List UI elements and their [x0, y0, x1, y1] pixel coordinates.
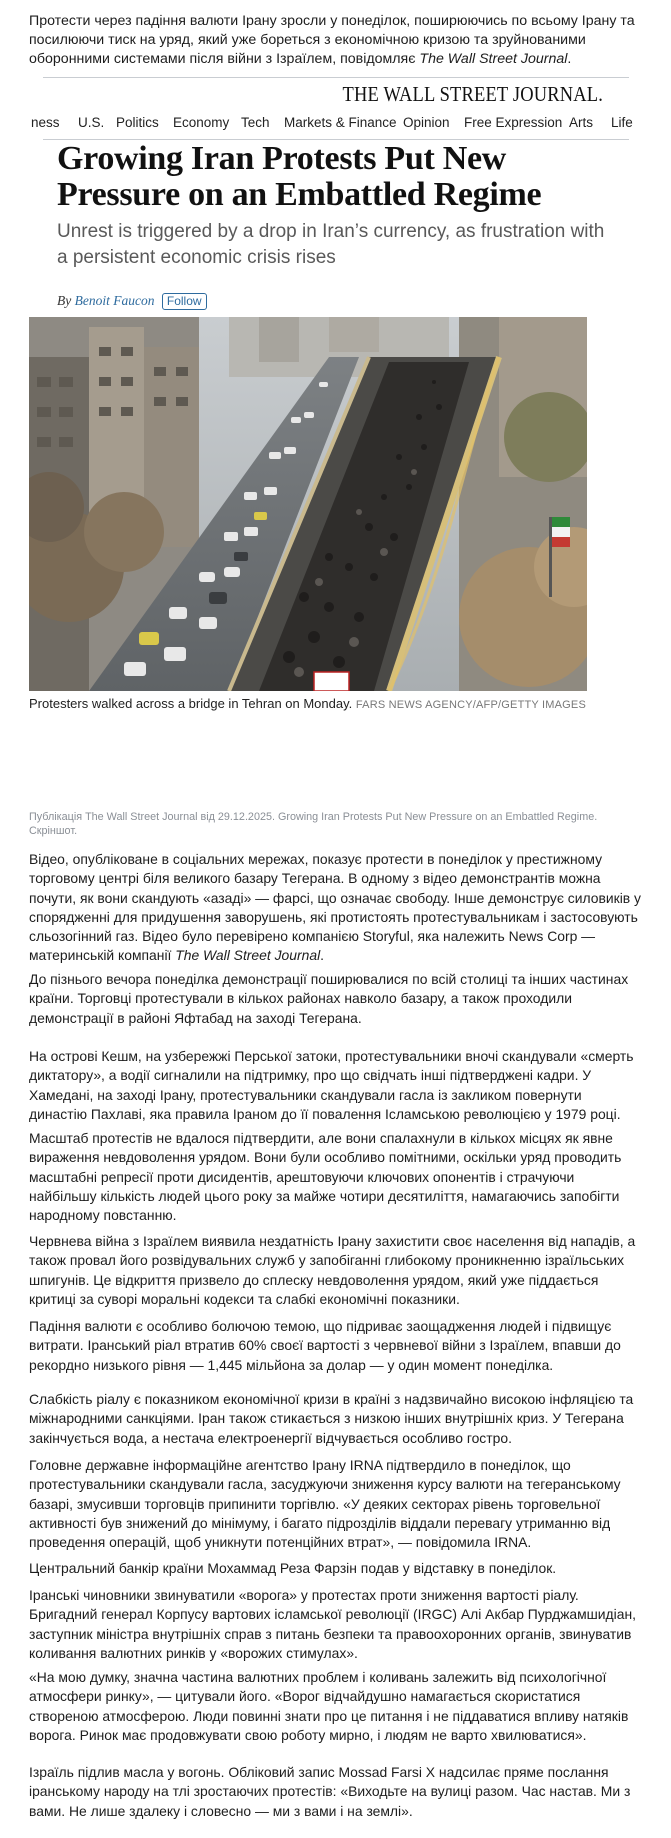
body-paragraph-6: Падіння валюти є особливо болючою темою, що підриває заощадження людей і підвищує витрати. Іранський ріал втратив 60% своєї вартості з червневої війни з Ізраїлем, впавши до рекордно низького рівня — 1,445 мільйона за долар — у один момент понеділка.	[29, 1318, 621, 1373]
nav-item-markets-finance[interactable]: Markets & Finance	[284, 115, 397, 130]
caption-text: Protesters walked across a bridge in Tehran on Monday.	[29, 696, 353, 711]
body-paragraph-12: Ізраїль підлив масла у вогонь. Обліковий запис Mossad Farsi X надсилає пряме послання іранському народу на тлі зростаючих протестів: «Виходьте на вулиці разом. Час настав. Ми з вами. Не лише здалеку і словесно — ми з вами і на землі».	[29, 1764, 631, 1819]
photo-credit: FARS NEWS AGENCY/AFP/GETTY IMAGES	[355, 699, 586, 711]
masthead-top-rule	[43, 77, 629, 78]
body-paragraph-4: Масштаб протестів не вдалося підтвердити, але вони спалахнули в кількох місцях як явне вираження невдоволення урядом. Вони були особливо помітними, оскільки уряд проводить масштабні репресії проти дисидентів, арештовуючи ключових опонентів і страчуючи найбільшу кількість людей цього року за майже чотири десятиліття, намагаючись запобігти народному повстанню.	[29, 1130, 622, 1224]
body-paragraph-8: Головне державне інформаційне агентство Ірану IRNA підтвердило в понеділок, що протестувальники скандували гасла, засуджуючи зниження курсу валюти на тегеранському базарі, змусивши торговців припинити торгівлю. «У деяких секторах рівень торговельної активності був знижений до мінімуму, і багато підрозділів віддали перевагу утриманню від проведення операцій, щоб уникнути потенційних втрат», — повідомила IRNA.	[29, 1457, 621, 1551]
article-dek: Unrest is triggered by a drop in Iran’s currency, as frustration with a persistent economic crisis rises	[57, 221, 605, 268]
intro-source: The Wall Street Journal	[419, 51, 568, 67]
body-paragraph-11: «На мою думку, значна частина валютних проблем і коливань залежить від психологічної атмосфери ринку», — цитували його. «Ворог відчайдушно намагається скористатися створеною атмосферою. Люди повинні знати про це питання і не піддаватися впливу натяків ворога. Ринок має продовжувати свою роботу мирно, і людям не варто хвилюватися».	[29, 1669, 629, 1743]
body-paragraph-1	[29, 850, 641, 966]
follow-button[interactable]: Follow	[162, 293, 207, 310]
nav-item-economy[interactable]: Economy	[173, 115, 230, 130]
author-link[interactable]: Benoit Faucon	[74, 293, 155, 308]
intro-text: Протести через падіння валюти Ірану зросли у понеділок, поширюючись по всьому Ірану та посилюючи тиск на уряд, який уже бореться з економічною кризою та зруйнованими оборонними системами після війни з Ізраїлем, повідомляє	[29, 13, 635, 67]
section-nav	[29, 113, 643, 135]
article-headline: Growing Iran Protests Put New Pressure on an Embattled Regime	[57, 140, 542, 213]
nav-item-politics[interactable]: Politics	[116, 115, 159, 130]
source-note: Публікація The Wall Street Journal від 29.12.2025. Growing Iran Protests Put New Pressure on an Embattled Regime. Скріншот.	[29, 811, 598, 837]
byline	[57, 293, 207, 310]
body-paragraph-1-end: .	[320, 947, 325, 964]
photo-caption	[29, 696, 589, 711]
wsj-masthead[interactable]: THE WALL STREET JOURNAL.	[342, 82, 603, 106]
body-paragraph-7: Слабкість ріалу є показником економічної кризи в країні з надзвичайно високою інфляцією та міжнародними санкціями. Іран також стикається з низкою інших внутрішніх криз. У Тегерана закінчується вода, а нестача електроенергії відчувається особливо гостро.	[29, 1391, 634, 1446]
body-paragraph-1-source: The Wall Street Journal	[175, 947, 321, 964]
body-paragraph-2: До пізнього вечора понеділка демонстрації поширювалися по всій столиці та інших частинах країни. Торговці протестували в кількох районах навколо базару, а також проходили демонстрації в районі Яфтабад на заході Тегерана.	[29, 971, 629, 1026]
nav-item-tech[interactable]: Tech	[241, 115, 270, 130]
intro-paragraph	[29, 12, 639, 69]
nav-item-us[interactable]: U.S.	[78, 115, 105, 130]
protest-bridge-illustration	[29, 317, 587, 691]
body-paragraph-3: На острові Кешм, на узбережжі Перської затоки, протестувальники вночі скандували «смерть диктатору», а водії сигналили на підтримку, про що свідчать інші підтверджені кадри. У Хамедані, на заході Ірану, протестувальники скандували гасла із закликом повернути династію Пахлаві, яка правила Іраном до її повалення Ісламською революцією у 1979 році.	[29, 1048, 634, 1122]
nav-item-business[interactable]: ness	[31, 115, 60, 130]
body-paragraph-10: Іранські чиновники звинуватили «ворога» у протестах проти зниження вартості ріалу. Бригадний генерал Корпусу вартових ісламської революції (IRGC) Алі Акбар Пурджамшидіан, заступник міністра внутрішніх справ з питань безпеки та правоохоронних органів, звинуватив коливання валютних ринків у «ворожих стимулах».	[29, 1587, 636, 1661]
body-paragraph-5: Червнева війна з Ізраїлем виявила нездатність Ірану захистити своє населення від нападів, а також провал його розвідувальних служб у запобіганні глибокому проникненню ізраїльських шпигунів. Це відкриття призвело до сплеску невдоволення урядом, який уже піддається критиці за суворі моральні кодекси та слабкі економічні показники.	[29, 1233, 636, 1307]
nav-item-opinion[interactable]: Opinion	[403, 115, 450, 130]
nav-item-arts[interactable]: Arts	[569, 115, 594, 130]
nav-item-free-expression[interactable]: Free Expression	[464, 115, 563, 130]
byline-prefix: By	[57, 293, 75, 308]
body-paragraph-1-text: Відео, опубліковане в соціальних мережах, показує протести в понеділок у престижному торговому центрі біля великого базару Тегерана. В одному з відео демонстрантів можна почути, як вони скандують «азаді» — фарсі, що означає свободу. Інше демонструє силовиків у спорядженні для придушення заворушень, які протистоять протестувальникам і застосовують сльозогінний газ. Відео було перевірено компанією Storyful, яка належить News Corp — материнській компанії	[29, 851, 641, 964]
body-paragraph-9: Центральний банкір країни Мохаммад Реза Фарзін подав у відставку в понеділок.	[29, 1560, 557, 1576]
nav-item-life[interactable]: Life	[611, 115, 633, 130]
article-photo	[29, 317, 587, 691]
intro-end: .	[567, 51, 572, 67]
